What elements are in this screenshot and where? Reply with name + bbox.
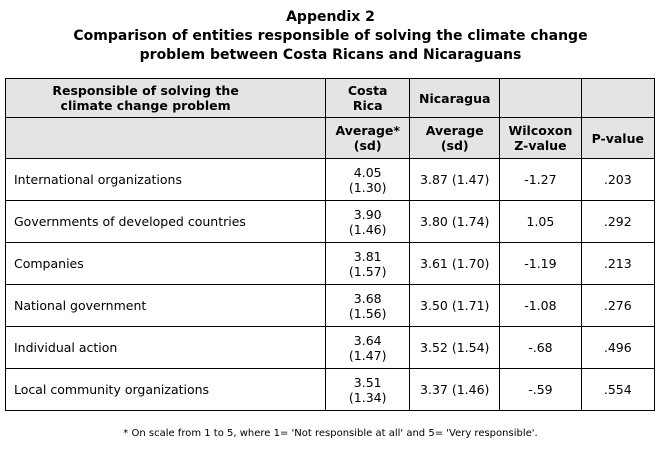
header-nicaragua-cell (410, 79, 500, 118)
header-responsible-cell (6, 79, 326, 118)
page-title (0, 8, 661, 65)
row-label: Individual action (6, 327, 326, 369)
row-label: Companies (6, 243, 326, 285)
header-cr-average-cell (326, 118, 410, 159)
table-row (6, 285, 655, 327)
cr-sd: (1.47) (348, 347, 387, 363)
header-row2-empty-cell (6, 118, 326, 159)
cr-average: 3.81 (353, 248, 382, 264)
table-row (6, 201, 655, 243)
cr-sd: (1.46) (348, 221, 387, 237)
p-value: .292 (581, 201, 654, 243)
header-empty-cell-2 (581, 79, 654, 118)
header-cr-average-line2: (sd) (353, 138, 382, 153)
row-label: National government (6, 285, 326, 327)
nic-average: 3.61 (1.70) (410, 243, 500, 285)
header-pvalue: P-value (591, 130, 644, 146)
header-empty-cell-1 (500, 79, 581, 118)
header-responsible-line1: Responsible of solving the (52, 83, 239, 98)
appendix-label: Appendix 2 (286, 9, 375, 25)
title-line-2: problem between Costa Ricans and Nicaraguans (139, 47, 522, 63)
nic-average: 3.52 (1.54) (410, 327, 500, 369)
cr-average-cell (326, 243, 410, 285)
wilcoxon-z: 1.05 (500, 201, 581, 243)
cr-average: 3.51 (353, 374, 382, 390)
p-value: .554 (581, 369, 654, 411)
header-responsible-line2: climate change problem (60, 98, 231, 113)
header-nic-average-cell (410, 118, 500, 159)
nic-average: 3.37 (1.46) (410, 369, 500, 411)
header-nic-average-line1: Average (425, 123, 484, 138)
header-row-2 (6, 118, 655, 159)
table-row (6, 327, 655, 369)
wilcoxon-z: -.59 (500, 369, 581, 411)
nic-average: 3.87 (1.47) (410, 159, 500, 201)
header-costa-rica-line2: Rica (352, 98, 383, 113)
cr-sd: (1.57) (348, 263, 387, 279)
cr-average: 3.90 (353, 206, 382, 222)
header-costa-rica-line1: Costa (347, 83, 388, 98)
header-wilcoxon-line1: Wilcoxon (508, 123, 573, 138)
header-wilcoxon-line2: Z-value (514, 138, 567, 153)
cr-average: 3.64 (353, 332, 382, 348)
cr-sd: (1.34) (348, 389, 387, 405)
cr-average-cell (326, 369, 410, 411)
header-nic-average-line2: (sd) (440, 138, 469, 153)
wilcoxon-z: -.68 (500, 327, 581, 369)
wilcoxon-z: -1.27 (500, 159, 581, 201)
header-nicaragua: Nicaragua (418, 90, 491, 106)
p-value: .203 (581, 159, 654, 201)
cr-average-cell (326, 327, 410, 369)
row-label: International organizations (6, 159, 326, 201)
nic-average: 3.50 (1.71) (410, 285, 500, 327)
cr-sd: (1.56) (348, 305, 387, 321)
p-value: .213 (581, 243, 654, 285)
cr-average: 4.05 (353, 164, 382, 180)
cr-average: 3.68 (353, 290, 382, 306)
header-pvalue-cell (581, 118, 654, 159)
cr-average-cell (326, 201, 410, 243)
p-value: .276 (581, 285, 654, 327)
table-row (6, 243, 655, 285)
comparison-table (5, 78, 655, 411)
table-row (6, 159, 655, 201)
nic-average: 3.80 (1.74) (410, 201, 500, 243)
wilcoxon-z: -1.19 (500, 243, 581, 285)
cr-average-cell (326, 285, 410, 327)
header-cr-average-line1: Average* (335, 123, 400, 138)
table-row (6, 369, 655, 411)
footnote: * On scale from 1 to 5, where 1= 'Not responsible at all' and 5= 'Very responsible'. (123, 428, 538, 439)
cr-average-cell (326, 159, 410, 201)
row-label: Local community organizations (6, 369, 326, 411)
header-row-1 (6, 79, 655, 118)
cr-sd: (1.30) (348, 179, 387, 195)
p-value: .496 (581, 327, 654, 369)
title-line-1: Comparison of entities responsible of solving the climate change (73, 28, 588, 44)
row-label: Governments of developed countries (6, 201, 326, 243)
wilcoxon-z: -1.08 (500, 285, 581, 327)
header-wilcoxon-cell (500, 118, 581, 159)
header-costa-rica-cell (326, 79, 410, 118)
